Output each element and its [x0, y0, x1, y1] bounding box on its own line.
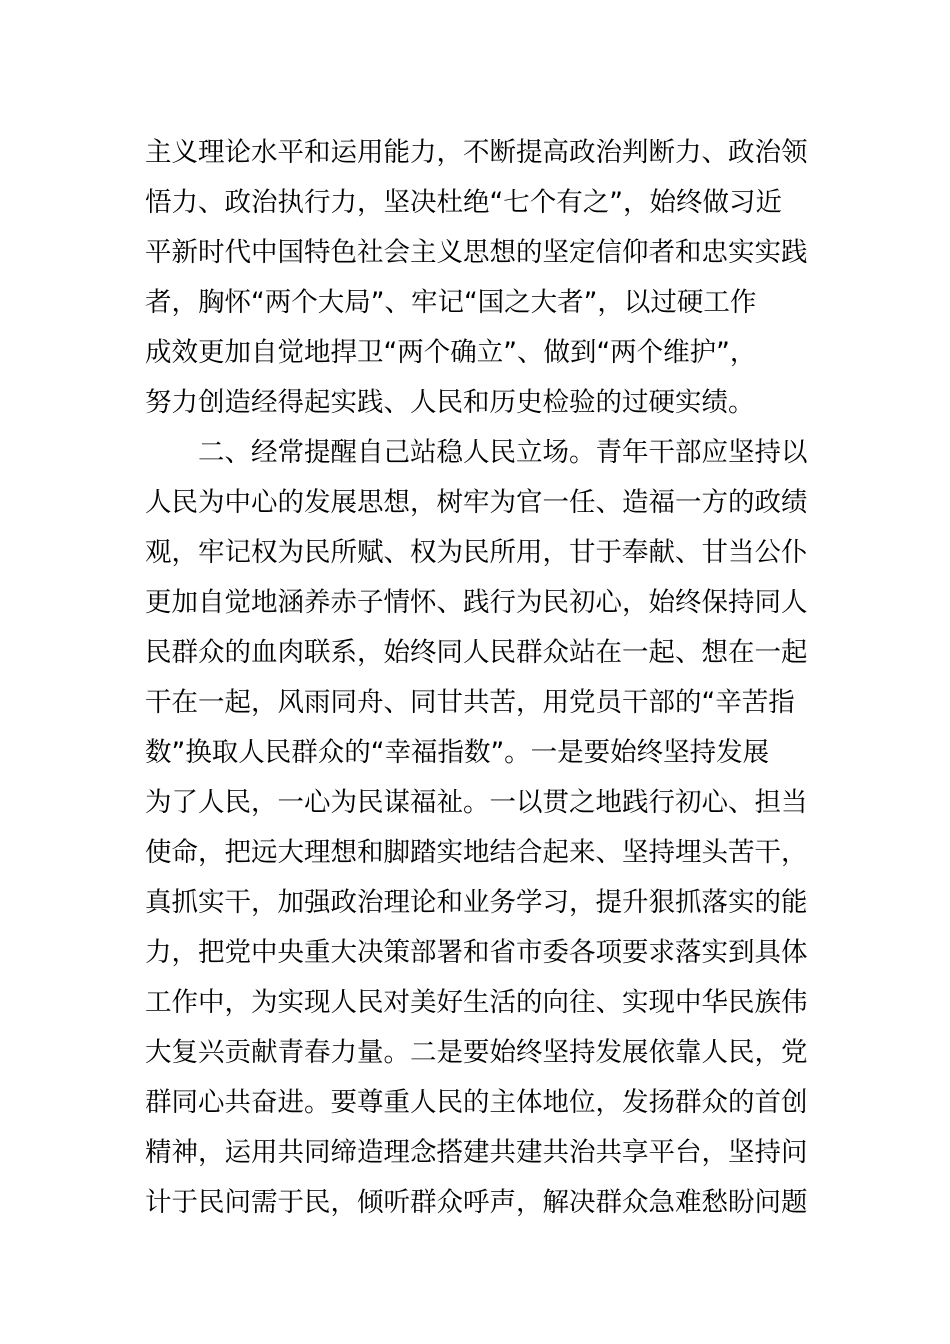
text-line: 平新时代中国特色社会主义思想的坚定信仰者和忠实实践: [145, 237, 808, 268]
text-line: 为了人民，一心为民谋福祉。一以贯之地践行初心、担当: [145, 787, 808, 818]
text-line: 使命，把远大理想和脚踏实地结合起来、坚持埋头苦干，: [145, 837, 808, 868]
text-line: 工作中，为实现人民对美好生活的向往、实现中华民族伟: [145, 987, 808, 1018]
text-line: 真抓实干，加强政治理论和业务学习，提升狠抓落实的能: [145, 887, 808, 918]
text-line: 成效更加自觉地捍卫“两个确立”、做到“两个维护”，: [145, 337, 757, 368]
text-line: 精神，运用共同缔造理念搭建共建共治共享平台，坚持问: [145, 1137, 808, 1168]
text-line: 力，把党中央重大决策部署和省市委各项要求落实到具体: [145, 937, 808, 968]
text-line: 民群众的血肉联系，始终同人民群众站在一起、想在一起: [145, 637, 808, 668]
section-heading-line: 二、经常提醒自己站稳人民立场。青年干部应坚持以: [198, 437, 808, 468]
text-line: 悟力、政治执行力，坚决杜绝“七个有之”，始终做习近: [145, 187, 782, 218]
text-line: 干在一起，风雨同舟、同甘共苦，用党员干部的“辛苦指: [145, 687, 795, 718]
text-line: 人民为中心的发展思想，树牢为官一任、造福一方的政绩: [145, 487, 808, 518]
text-line: 群同心共奋进。要尊重人民的主体地位，发扬群众的首创: [145, 1087, 808, 1118]
text-line: 大复兴贡献青春力量。二是要始终坚持发展依靠人民，党: [145, 1037, 808, 1068]
text-line: 计于民问需于民，倾听群众呼声，解决群众急难愁盼问题: [145, 1187, 808, 1218]
text-line: 数”换取人民群众的“幸福指数”。一是要始终坚持发展: [145, 737, 770, 768]
text-line: 更加自觉地涵养赤子情怀、践行为民初心，始终保持同人: [145, 587, 808, 618]
document-body: [145, 128, 825, 1228]
text-line: 努力创造经得起实践、人民和历史检验的过硬实绩。: [145, 387, 755, 418]
text-line: 者，胸怀“两个大局”、牢记“国之大者”，以过硬工作: [145, 287, 757, 318]
text-line: 观，牢记权为民所赋、权为民所用，甘于奉献、甘当公仆: [145, 537, 808, 568]
text-line: 主义理论水平和运用能力，不断提高政治判断力、政治领: [145, 137, 808, 168]
